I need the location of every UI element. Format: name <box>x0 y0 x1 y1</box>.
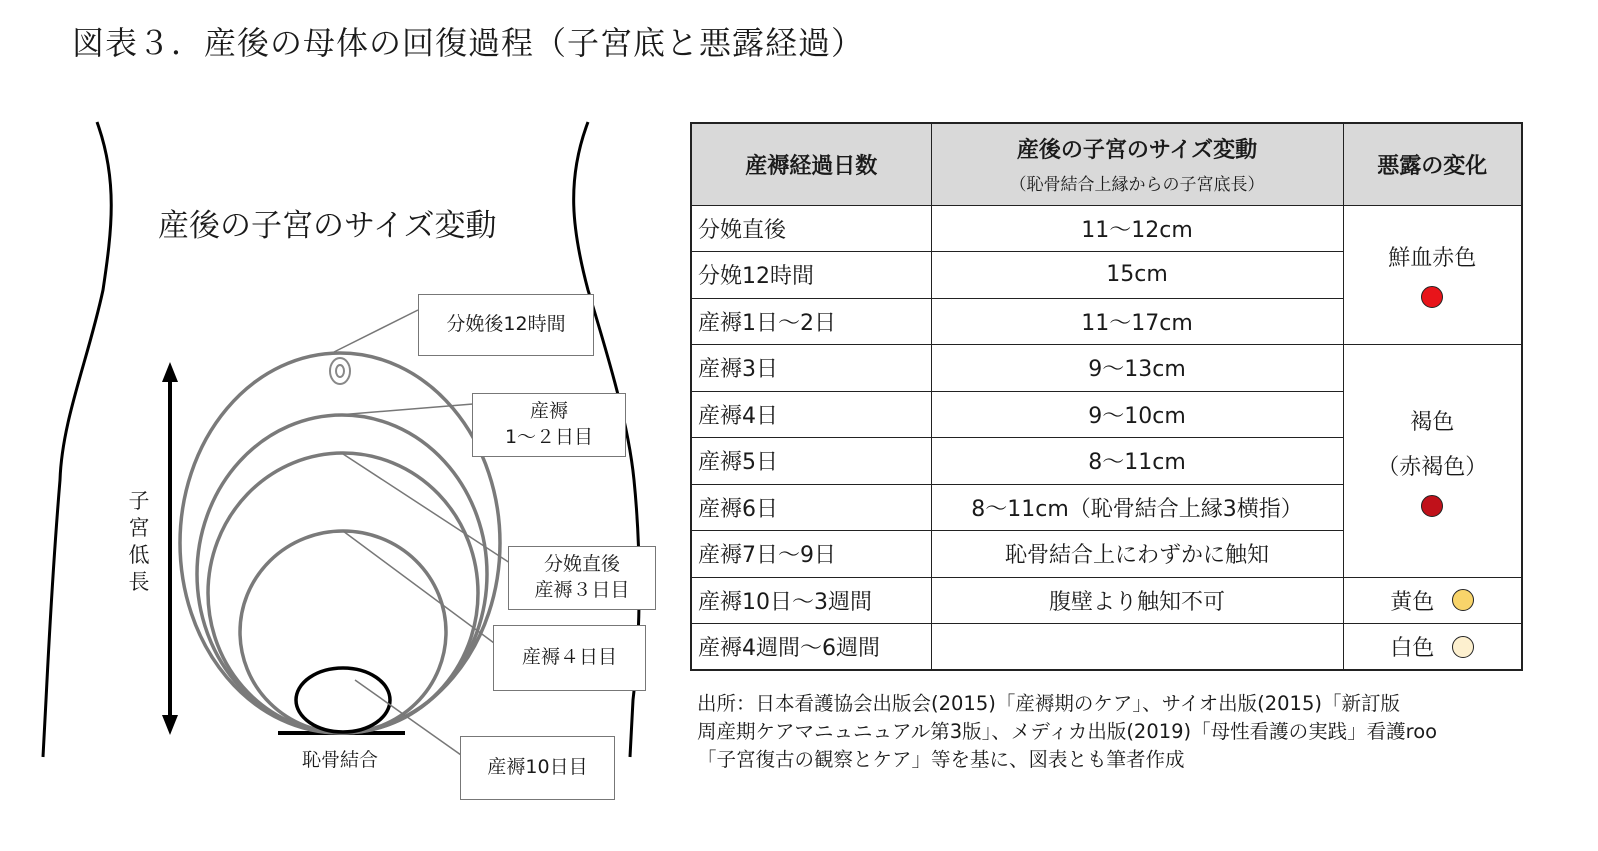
table-row <box>691 577 1522 624</box>
table-header-row <box>691 123 1522 205</box>
uterus-outline-day4 <box>240 531 446 733</box>
diagram-heading: 産後の子宮のサイズ変動 <box>158 208 497 244</box>
cell-day: 産褥7日～9日 <box>691 531 931 578</box>
leader-birth-day3 <box>340 452 510 563</box>
cell-size: 腹壁より触知不可 <box>931 577 1343 624</box>
dark-red-dot-icon <box>1421 495 1443 517</box>
height-arrow-down <box>162 715 178 735</box>
recovery-table <box>690 122 1523 671</box>
cell-lochia-brown: 褐色 （赤褐色） <box>1343 345 1522 578</box>
cell-day: 分娩直後 <box>691 205 931 252</box>
cell-day: 産褥5日 <box>691 438 931 485</box>
label-day1-2: 産褥 1～２日目 <box>472 393 626 457</box>
cell-lochia-white: 白色 <box>1343 624 1522 671</box>
cell-size: 9～13cm <box>931 345 1343 392</box>
cell-day: 分娩12時間 <box>691 252 931 299</box>
uterus-outline-day10 <box>296 668 390 732</box>
page-title: 図表３．産後の母体の回復過程（子宮底と悪露経過） <box>72 24 865 62</box>
body-outline-left <box>43 122 111 757</box>
cell-size: 15cm <box>931 252 1343 299</box>
cream-dot-icon <box>1452 636 1474 658</box>
leader-after12h <box>334 310 418 352</box>
leader-day10 <box>355 680 461 755</box>
pubis-label: 恥骨結合 <box>302 749 379 771</box>
cell-size: 11～12cm <box>931 205 1343 252</box>
navel-icon <box>330 358 350 384</box>
table-row <box>691 205 1522 252</box>
cell-size: 恥骨結合上にわずかに触知 <box>931 531 1343 578</box>
cell-lochia-yellow: 黄色 <box>1343 577 1522 624</box>
header-size: 産後の子宮のサイズ変動 （恥骨結合上縁からの子宮底長） <box>931 123 1343 205</box>
cell-day: 産褥4日 <box>691 391 931 438</box>
header-size-sub: （恥骨結合上縁からの子宮底長） <box>1009 175 1265 196</box>
cell-size <box>931 624 1343 671</box>
label-day10: 産褥10日目 <box>460 736 615 800</box>
header-lochia: 悪露の変化 <box>1343 123 1522 205</box>
red-dot-icon <box>1421 286 1443 308</box>
cell-size: 11～17cm <box>931 298 1343 345</box>
cell-day: 産褥6日 <box>691 484 931 531</box>
table-row <box>691 624 1522 671</box>
header-day: 産褥経過日数 <box>691 123 931 205</box>
cell-lochia-fresh-red: 鮮血赤色 <box>1343 205 1522 345</box>
source-note: 出所：日本看護協会出版会(2015)「産褥期のケア」、サイオ出版(2015)「新訂版 周産期ケアマニュニュアル第3版」、メディカ出版(2019)「母性看護の実践」看護roo 「子宮復古の観察とケア」等を基に、図表とも筆者作成 <box>697 692 1438 771</box>
label-birth-day3: 分娩直後 産褥３日目 <box>508 546 656 610</box>
cell-size: 8～11cm（恥骨結合上縁3横指） <box>931 484 1343 531</box>
cell-day: 産褥4週間～6週間 <box>691 624 931 671</box>
height-arrow-up <box>162 362 178 382</box>
yellow-dot-icon <box>1452 589 1474 611</box>
table-row <box>691 345 1522 392</box>
uterus-height-label: 子 宮 低 長 <box>128 489 150 594</box>
cell-day: 産褥1日～2日 <box>691 298 931 345</box>
cell-size: 9～10cm <box>931 391 1343 438</box>
cell-day: 産褥3日 <box>691 345 931 392</box>
cell-size: 8～11cm <box>931 438 1343 485</box>
label-after-12h: 分娩後12時間 <box>418 294 594 356</box>
cell-day: 産褥10日～3週間 <box>691 577 931 624</box>
label-day4: 産褥４日目 <box>493 625 646 691</box>
